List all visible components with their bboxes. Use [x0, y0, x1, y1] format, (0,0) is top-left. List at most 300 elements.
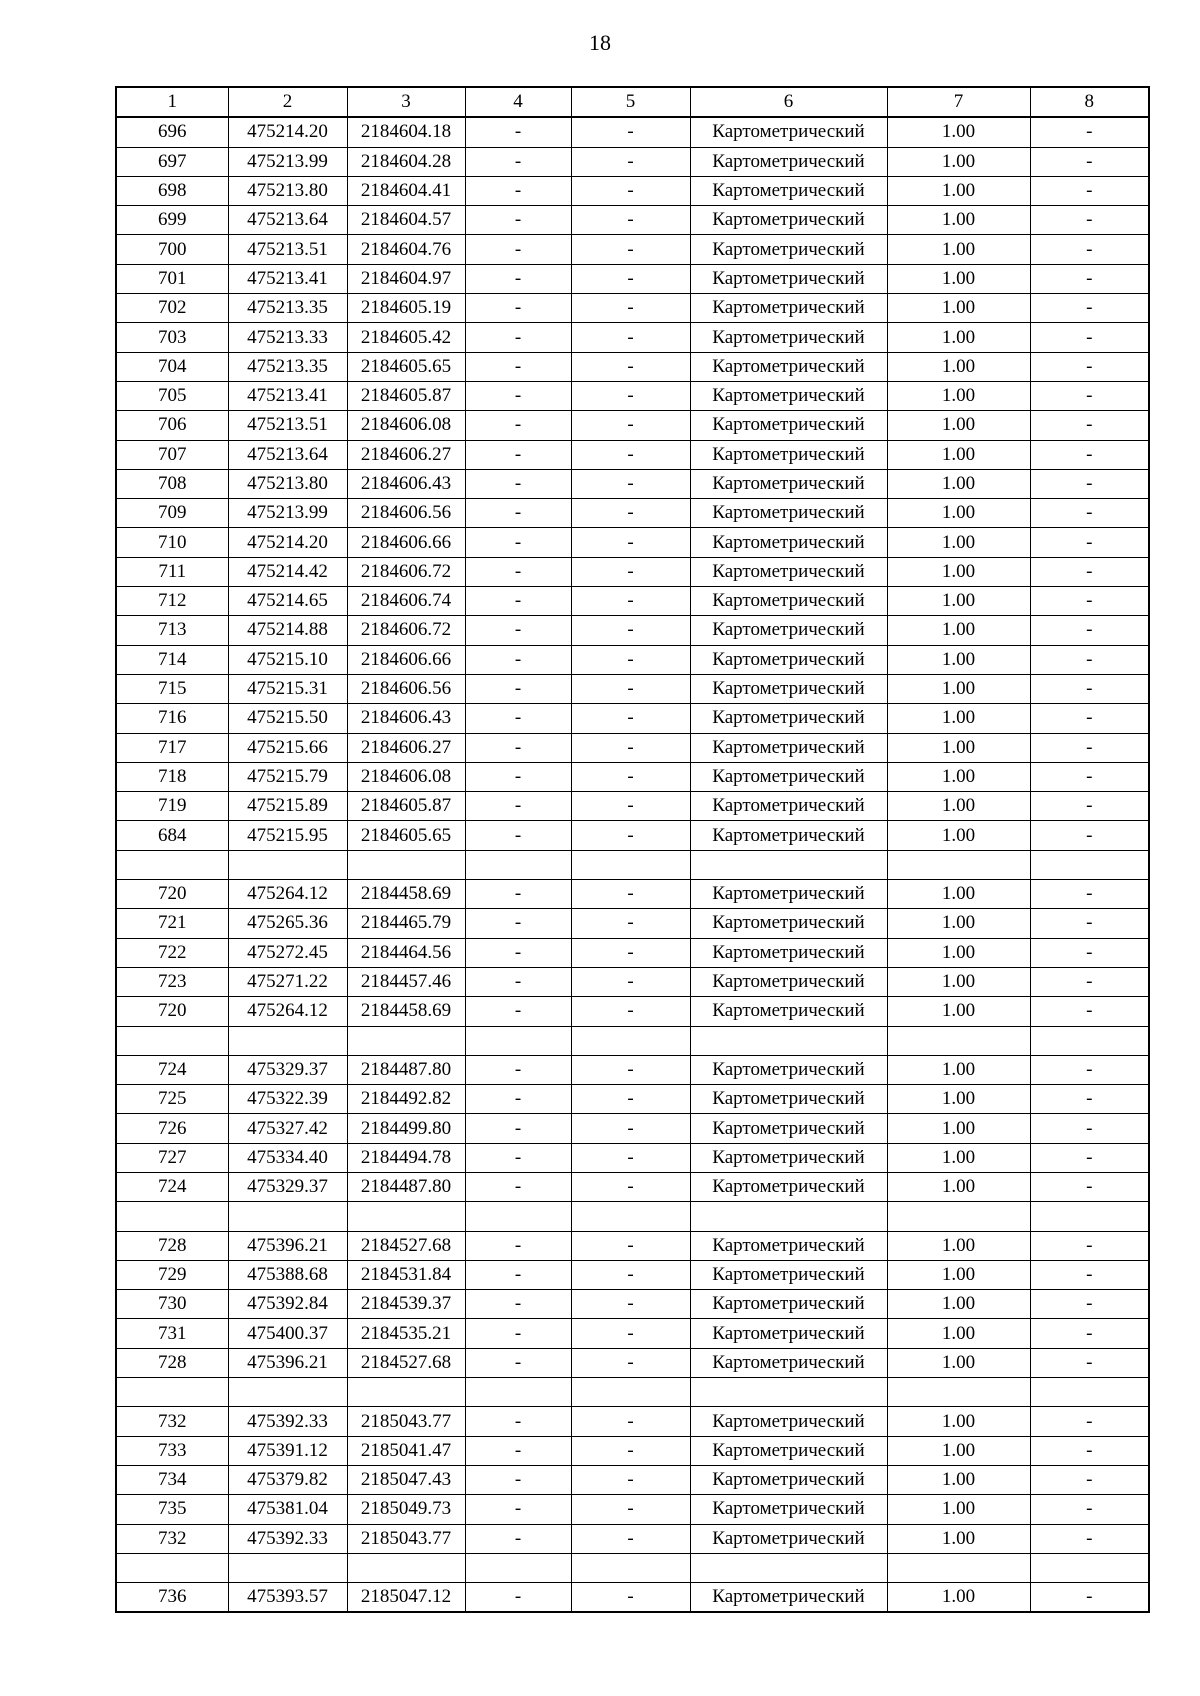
table-cell: 475215.89	[228, 792, 347, 821]
table-cell: 736	[116, 1583, 228, 1613]
table-cell: -	[1030, 1172, 1149, 1201]
table-cell: 1.00	[887, 909, 1030, 938]
table-cell: 1.00	[887, 1085, 1030, 1114]
table-cell: 475329.37	[228, 1172, 347, 1201]
table-row	[116, 381, 1149, 410]
table-cell: 709	[116, 499, 228, 528]
table-cell: Картометрический	[690, 1143, 887, 1172]
table-cell: 1.00	[887, 967, 1030, 996]
table-header-row	[116, 87, 1149, 117]
table-cell: -	[571, 997, 690, 1026]
table-cell: 2185043.77	[347, 1407, 465, 1436]
column-header-3: 3	[347, 87, 465, 117]
table-cell: 713	[116, 616, 228, 645]
table-cell: Картометрический	[690, 1407, 887, 1436]
table-cell: Картометрический	[690, 557, 887, 586]
table-cell: 710	[116, 528, 228, 557]
table-cell: Картометрический	[690, 264, 887, 293]
table-cell: Картометрический	[690, 1231, 887, 1260]
table-cell: 724	[116, 1055, 228, 1084]
column-header-5: 5	[571, 87, 690, 117]
table-cell: 475214.20	[228, 117, 347, 147]
table-cell: -	[1030, 1085, 1149, 1114]
table-row	[116, 206, 1149, 235]
table-row	[116, 938, 1149, 967]
table-cell: Картометрический	[690, 1055, 887, 1084]
table-cell: 697	[116, 147, 228, 176]
table-cell: 475213.35	[228, 352, 347, 381]
table-cell: 722	[116, 938, 228, 967]
table-cell: -	[571, 1172, 690, 1201]
table-cell	[116, 1026, 228, 1055]
table-cell: 2184494.78	[347, 1143, 465, 1172]
table-cell: -	[465, 440, 571, 469]
table-cell: Картометрический	[690, 499, 887, 528]
table-row	[116, 1114, 1149, 1143]
table-cell: 1.00	[887, 880, 1030, 909]
table-cell: 2184606.08	[347, 411, 465, 440]
table-cell: 475213.51	[228, 411, 347, 440]
table-cell: 2184487.80	[347, 1055, 465, 1084]
table-cell: -	[1030, 176, 1149, 205]
table-cell	[116, 1378, 228, 1407]
table-cell: 715	[116, 674, 228, 703]
table-cell: 1.00	[887, 1407, 1030, 1436]
table-row	[116, 909, 1149, 938]
table-cell: -	[465, 938, 571, 967]
table-cell: 1.00	[887, 1495, 1030, 1524]
table-row	[116, 1583, 1149, 1613]
table-cell: -	[1030, 1319, 1149, 1348]
table-cell: -	[571, 792, 690, 821]
table-cell: 2184499.80	[347, 1114, 465, 1143]
table-cell: 475215.50	[228, 704, 347, 733]
table-cell: 718	[116, 762, 228, 791]
table-cell: -	[1030, 1055, 1149, 1084]
table-cell: 2184604.57	[347, 206, 465, 235]
table-cell: 1.00	[887, 176, 1030, 205]
column-header-2: 2	[228, 87, 347, 117]
table-cell: 735	[116, 1495, 228, 1524]
table-cell: 696	[116, 117, 228, 147]
table-cell: 475214.88	[228, 616, 347, 645]
table-cell: -	[571, 645, 690, 674]
table-row	[116, 792, 1149, 821]
table-row	[116, 557, 1149, 586]
table-cell: -	[465, 1260, 571, 1289]
table-cell: 475396.21	[228, 1231, 347, 1260]
table-cell: 2184606.08	[347, 762, 465, 791]
table-cell: 706	[116, 411, 228, 440]
column-header-4: 4	[465, 87, 571, 117]
table-cell	[465, 1378, 571, 1407]
table-cell	[228, 1202, 347, 1231]
table-cell: -	[1030, 733, 1149, 762]
table-cell: 711	[116, 557, 228, 586]
table-cell: Картометрический	[690, 880, 887, 909]
table-cell: 708	[116, 469, 228, 498]
table-cell: Картометрический	[690, 821, 887, 850]
table-cell: Картометрический	[690, 206, 887, 235]
table-cell	[228, 1553, 347, 1582]
table-cell: 475392.33	[228, 1524, 347, 1553]
table-cell: 475392.33	[228, 1407, 347, 1436]
table-cell: Картометрический	[690, 762, 887, 791]
table-cell: -	[465, 469, 571, 498]
table-cell: -	[571, 1583, 690, 1613]
coordinates-table	[115, 86, 1150, 1613]
table-cell: 1.00	[887, 1114, 1030, 1143]
table-cell: -	[1030, 1495, 1149, 1524]
table-cell: -	[1030, 1290, 1149, 1319]
table-row	[116, 1085, 1149, 1114]
table-cell: 2184606.43	[347, 704, 465, 733]
table-cell: 475264.12	[228, 997, 347, 1026]
table-row	[116, 1231, 1149, 1260]
table-cell: -	[465, 147, 571, 176]
table-cell	[887, 850, 1030, 879]
table-cell: 475329.37	[228, 1055, 347, 1084]
table-cell: 1.00	[887, 323, 1030, 352]
table-cell: -	[1030, 967, 1149, 996]
table-cell: -	[571, 206, 690, 235]
table-cell: Картометрический	[690, 294, 887, 323]
table-row	[116, 762, 1149, 791]
table-body	[116, 117, 1149, 1612]
table-cell: 2184606.43	[347, 469, 465, 498]
table-cell: -	[465, 587, 571, 616]
table-cell: 475271.22	[228, 967, 347, 996]
table-cell: 1.00	[887, 1465, 1030, 1494]
table-cell: 1.00	[887, 645, 1030, 674]
table-cell	[465, 1202, 571, 1231]
table-cell: -	[465, 1231, 571, 1260]
table-row	[116, 1055, 1149, 1084]
table-row	[116, 733, 1149, 762]
table-cell: Картометрический	[690, 1114, 887, 1143]
table-cell: -	[1030, 528, 1149, 557]
table-cell: 1.00	[887, 381, 1030, 410]
table-cell: 2184605.65	[347, 352, 465, 381]
table-row	[116, 1319, 1149, 1348]
table-row	[116, 1143, 1149, 1172]
table-cell: 2185043.77	[347, 1524, 465, 1553]
table-cell: -	[571, 147, 690, 176]
table-cell: 721	[116, 909, 228, 938]
table-row	[116, 469, 1149, 498]
table-cell: Картометрический	[690, 1465, 887, 1494]
table-cell: 701	[116, 264, 228, 293]
table-cell: -	[1030, 1114, 1149, 1143]
table-cell: -	[571, 499, 690, 528]
table-cell: -	[465, 645, 571, 674]
table-cell: 2184605.19	[347, 294, 465, 323]
table-cell: Картометрический	[690, 147, 887, 176]
table-cell: 475392.84	[228, 1290, 347, 1319]
table-cell: 1.00	[887, 440, 1030, 469]
table-cell: 1.00	[887, 235, 1030, 264]
table-cell: -	[571, 880, 690, 909]
table-cell: -	[1030, 1583, 1149, 1613]
table-cell: -	[1030, 381, 1149, 410]
table-cell: -	[1030, 616, 1149, 645]
table-cell: -	[465, 352, 571, 381]
table-cell: Картометрический	[690, 235, 887, 264]
table-row	[116, 1378, 1149, 1407]
table-cell: -	[465, 235, 571, 264]
table-row	[116, 1524, 1149, 1553]
table-cell: Картометрический	[690, 938, 887, 967]
table-cell: 729	[116, 1260, 228, 1289]
table-cell: 2184465.79	[347, 909, 465, 938]
table-cell: Картометрический	[690, 469, 887, 498]
table-cell: 1.00	[887, 147, 1030, 176]
table-cell: -	[465, 880, 571, 909]
table-cell: -	[1030, 1436, 1149, 1465]
table-cell: 699	[116, 206, 228, 235]
column-header-7: 7	[887, 87, 1030, 117]
table-cell: 2184539.37	[347, 1290, 465, 1319]
table-cell	[887, 1553, 1030, 1582]
table-cell: -	[571, 1143, 690, 1172]
table-cell: -	[465, 997, 571, 1026]
table-cell: -	[1030, 762, 1149, 791]
table-cell: -	[571, 176, 690, 205]
table-cell: -	[1030, 792, 1149, 821]
table-cell	[347, 1202, 465, 1231]
table-cell: -	[1030, 294, 1149, 323]
table-cell: -	[465, 264, 571, 293]
table-cell: 2184527.68	[347, 1231, 465, 1260]
table-cell: -	[571, 1319, 690, 1348]
table-cell: 2184604.41	[347, 176, 465, 205]
table-cell: -	[571, 381, 690, 410]
table-cell: 2184605.42	[347, 323, 465, 352]
table-cell: -	[1030, 880, 1149, 909]
table-cell: 725	[116, 1085, 228, 1114]
table-cell: 2184606.56	[347, 674, 465, 703]
table-cell: 475213.80	[228, 469, 347, 498]
table-cell	[228, 1026, 347, 1055]
table-cell: -	[465, 1583, 571, 1613]
table-cell: Картометрический	[690, 1290, 887, 1319]
table-cell: 475388.68	[228, 1260, 347, 1289]
table-cell: -	[571, 1231, 690, 1260]
table-cell: 475379.82	[228, 1465, 347, 1494]
table-cell: -	[1030, 469, 1149, 498]
table-cell: 727	[116, 1143, 228, 1172]
table-cell	[690, 1378, 887, 1407]
table-row	[116, 704, 1149, 733]
table-cell: 2185041.47	[347, 1436, 465, 1465]
table-row	[116, 235, 1149, 264]
table-cell: 1.00	[887, 616, 1030, 645]
table-cell: 475322.39	[228, 1085, 347, 1114]
table-row	[116, 1202, 1149, 1231]
table-cell: -	[465, 1436, 571, 1465]
table-cell: 475213.41	[228, 264, 347, 293]
table-cell: 2184606.56	[347, 499, 465, 528]
table-row	[116, 411, 1149, 440]
table-cell: -	[465, 674, 571, 703]
table-cell: -	[465, 762, 571, 791]
table-cell: -	[571, 1495, 690, 1524]
table-cell	[465, 1026, 571, 1055]
table-row	[116, 674, 1149, 703]
table-cell: 1.00	[887, 499, 1030, 528]
table-cell: -	[571, 557, 690, 586]
table-cell: 732	[116, 1524, 228, 1553]
table-cell	[116, 850, 228, 879]
table-cell: 1.00	[887, 1524, 1030, 1553]
table-cell: Картометрический	[690, 674, 887, 703]
table-cell	[465, 850, 571, 879]
table-cell: Картометрический	[690, 1436, 887, 1465]
table-row	[116, 645, 1149, 674]
table-cell: 475381.04	[228, 1495, 347, 1524]
table-cell: 1.00	[887, 1348, 1030, 1377]
table-cell: -	[465, 967, 571, 996]
table-cell: 1.00	[887, 587, 1030, 616]
table-cell	[116, 1553, 228, 1582]
table-cell: 719	[116, 792, 228, 821]
table-cell: 726	[116, 1114, 228, 1143]
table-cell: 704	[116, 352, 228, 381]
table-cell: 2184604.18	[347, 117, 465, 147]
table-row	[116, 997, 1149, 1026]
table-cell: -	[571, 762, 690, 791]
table-cell: 1.00	[887, 1172, 1030, 1201]
table-cell: Картометрический	[690, 1260, 887, 1289]
table-row	[116, 264, 1149, 293]
table-cell: 1.00	[887, 1436, 1030, 1465]
table-cell: 716	[116, 704, 228, 733]
table-cell: -	[465, 1085, 571, 1114]
table-cell: 723	[116, 967, 228, 996]
table-cell: Картометрический	[690, 1495, 887, 1524]
table-cell: 2184606.72	[347, 616, 465, 645]
table-cell: 2184604.76	[347, 235, 465, 264]
table-cell: 1.00	[887, 528, 1030, 557]
table-cell: -	[1030, 1260, 1149, 1289]
table-cell: 1.00	[887, 733, 1030, 762]
table-cell: Картометрический	[690, 352, 887, 381]
table-cell: -	[465, 616, 571, 645]
table-cell: Картометрический	[690, 587, 887, 616]
table-cell: Картометрический	[690, 411, 887, 440]
table-cell: -	[465, 1143, 571, 1172]
table-cell: 2185049.73	[347, 1495, 465, 1524]
table-cell: -	[465, 821, 571, 850]
table-row	[116, 352, 1149, 381]
table-row	[116, 850, 1149, 879]
table-cell: 2184458.69	[347, 997, 465, 1026]
table-cell: Картометрический	[690, 1085, 887, 1114]
table-cell	[1030, 1202, 1149, 1231]
table-cell: 475213.35	[228, 294, 347, 323]
table-cell	[1030, 1378, 1149, 1407]
table-cell: 733	[116, 1436, 228, 1465]
table-row	[116, 323, 1149, 352]
table-cell: 475213.99	[228, 499, 347, 528]
table-cell: 475334.40	[228, 1143, 347, 1172]
table-cell: -	[1030, 909, 1149, 938]
table-cell: -	[465, 294, 571, 323]
table-cell: -	[571, 587, 690, 616]
column-header-6: 6	[690, 87, 887, 117]
table-cell: 475215.79	[228, 762, 347, 791]
table-cell: 1.00	[887, 762, 1030, 791]
table-cell: -	[571, 294, 690, 323]
table-cell: 2184605.87	[347, 381, 465, 410]
table-cell	[1030, 1026, 1149, 1055]
table-cell: 2184464.56	[347, 938, 465, 967]
table-cell	[1030, 1553, 1149, 1582]
table-cell: -	[465, 1114, 571, 1143]
table-cell: -	[571, 1407, 690, 1436]
table-cell: 475213.64	[228, 206, 347, 235]
table-cell: 2184487.80	[347, 1172, 465, 1201]
table-cell	[347, 1553, 465, 1582]
table-cell: -	[1030, 938, 1149, 967]
table-cell: 2184531.84	[347, 1260, 465, 1289]
table-row	[116, 1407, 1149, 1436]
column-header-1: 1	[116, 87, 228, 117]
table-cell	[690, 1026, 887, 1055]
table-cell: -	[571, 1436, 690, 1465]
table-cell: Картометрический	[690, 528, 887, 557]
table-cell: 1.00	[887, 821, 1030, 850]
table-cell: -	[465, 499, 571, 528]
table-cell: -	[571, 1348, 690, 1377]
table-cell: -	[571, 1260, 690, 1289]
table-row	[116, 587, 1149, 616]
table-cell: 475213.64	[228, 440, 347, 469]
table-row	[116, 821, 1149, 850]
table-cell	[465, 1553, 571, 1582]
table-cell: 2184605.65	[347, 821, 465, 850]
table-cell: -	[571, 1085, 690, 1114]
table-cell: 2184527.68	[347, 1348, 465, 1377]
table-cell: -	[1030, 440, 1149, 469]
table-cell: -	[465, 323, 571, 352]
table-cell: -	[465, 1290, 571, 1319]
table-cell: 732	[116, 1407, 228, 1436]
table-cell: 728	[116, 1231, 228, 1260]
table-cell: 720	[116, 997, 228, 1026]
table-cell: -	[465, 1172, 571, 1201]
table-cell: -	[571, 411, 690, 440]
table-cell: -	[571, 469, 690, 498]
table-cell: 712	[116, 587, 228, 616]
table-cell	[228, 1378, 347, 1407]
table-cell: -	[571, 352, 690, 381]
table-row	[116, 1436, 1149, 1465]
table-row	[116, 1495, 1149, 1524]
table-cell: 475265.36	[228, 909, 347, 938]
table-cell: 1.00	[887, 411, 1030, 440]
table-cell: Картометрический	[690, 997, 887, 1026]
table-cell: 475215.66	[228, 733, 347, 762]
table-cell: 475215.10	[228, 645, 347, 674]
table-cell: Картометрический	[690, 616, 887, 645]
table-cell: Картометрический	[690, 1172, 887, 1201]
table-cell: 475327.42	[228, 1114, 347, 1143]
table-cell: Картометрический	[690, 381, 887, 410]
table-cell	[690, 1553, 887, 1582]
table-cell: 1.00	[887, 1231, 1030, 1260]
table-cell: -	[1030, 499, 1149, 528]
